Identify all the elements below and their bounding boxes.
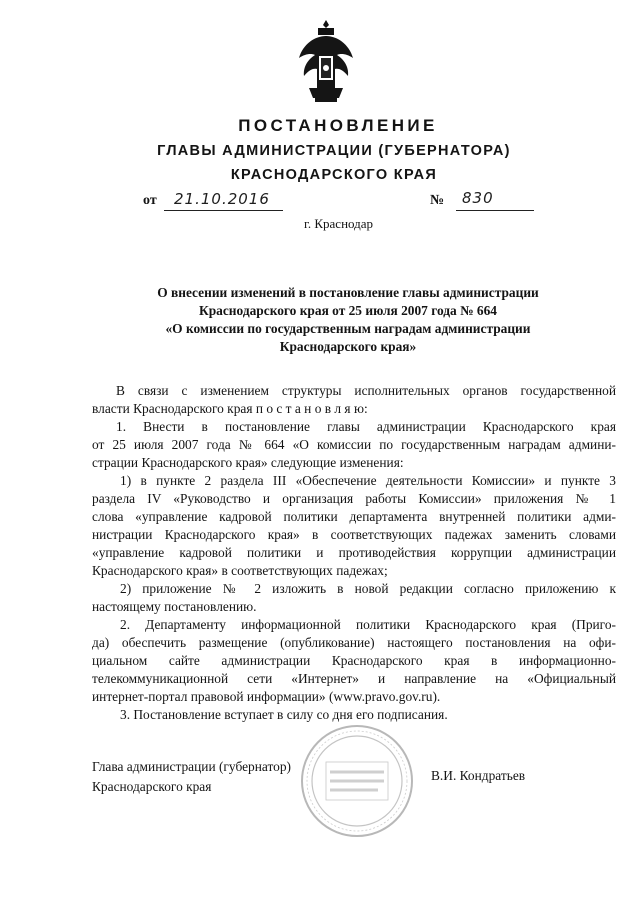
resolution-body: [92, 382, 616, 724]
body-line: слова «управление кадровой политики департамента внутренней политики адми-: [92, 509, 616, 524]
body-line: от 25 июля 2007 года № 664 «О комиссии по государственным наградам админи-: [92, 437, 616, 452]
title-line: Краснодарского края»: [279, 339, 417, 354]
body-line: нистрации Краснодарского края» в соответствующих падежах заменить словами: [92, 527, 616, 542]
body-line: 1) в пункте 2 раздела III «Обеспечение деятельности Комиссии» и пункте 3: [120, 473, 616, 488]
signatory-position: [92, 757, 291, 797]
issuer-heading: ГЛАВЫ АДМИНИСТРАЦИИ (ГУБЕРНАТОРА): [157, 143, 511, 159]
city-name: г. Краснодар: [304, 216, 374, 231]
body-line: власти Краснодарского края п о с т а н о в л я ю:: [92, 401, 368, 416]
body-line: циальном сайте администрации Краснодарского края в информационно-: [92, 653, 616, 668]
title-line: Краснодарского края от 25 июля 2007 года № 664: [199, 303, 497, 318]
date-underline: [164, 210, 283, 211]
body-line: «управление кадровой политики и противодействия коррупции администрации: [92, 545, 616, 560]
body-line: интернет-портал правовой информации» (www.pravo.gov.ru).: [92, 689, 441, 704]
body-line: 2. Департаменту информационной политики Краснодарского края (Приго-: [120, 617, 616, 632]
body-line: телекоммуникационной сети «Интернет» и направление на «Официальный: [92, 671, 616, 686]
body-line: В связи с изменением структуры исполнительных органов государственной: [116, 383, 616, 398]
body-line: Краснодарского края» в соответствующих падежах;: [92, 563, 388, 578]
body-line: страции Краснодарского края» следующие изменения:: [92, 455, 404, 470]
coat-of-arms-emblem: [295, 18, 357, 104]
document-type-heading: ПОСТАНОВЛЕНИЕ: [238, 116, 438, 135]
title-line: О внесении изменений в постановление главы администрации: [157, 285, 539, 300]
handwritten-date: 21.10.2016: [174, 190, 270, 208]
body-line: настоящему постановлению.: [92, 599, 257, 614]
official-stamp: [298, 722, 416, 840]
body-line: раздела IV «Руководство и организация работы Комиссии» приложения № 1: [92, 491, 616, 506]
body-line: 3. Постановление вступает в силу со дня его подписания.: [120, 707, 448, 722]
resolution-title: [110, 284, 586, 356]
region-heading: КРАСНОДАРСКОГО КРАЯ: [230, 167, 438, 183]
body-line: да) обеспечить размещение (опубликование) настоящего постановления на офи-: [92, 635, 616, 650]
number-underline: [456, 210, 534, 211]
body-line: 1. Внести в постановление главы администрации Краснодарского края: [116, 419, 616, 434]
position-line: Краснодарского края: [92, 779, 212, 794]
position-line: Глава администрации (губернатор): [92, 759, 292, 774]
handwritten-number: 830: [462, 189, 494, 207]
title-line: «О комиссии по государственным наградам администрации: [165, 321, 531, 336]
signatory-name: В.И. Кондратьев: [431, 768, 526, 783]
date-label: от: [143, 193, 157, 208]
number-label: №: [430, 193, 445, 208]
body-line: 2) приложение № 2 изложить в новой редакции согласно приложению к: [120, 581, 616, 596]
